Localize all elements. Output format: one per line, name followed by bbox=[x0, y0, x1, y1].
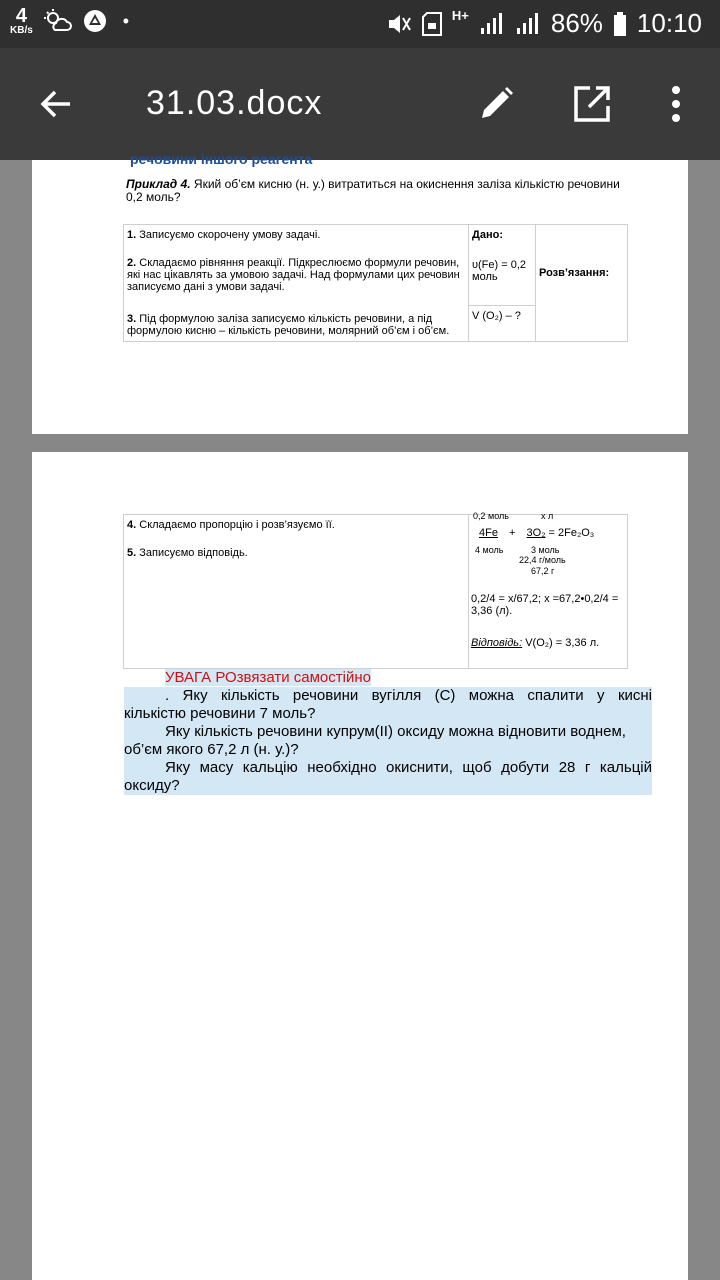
task-2-line-2: об’єм якого 67,2 л (н. у.)? bbox=[124, 741, 299, 758]
answer-label: Відповідь: bbox=[471, 637, 523, 649]
step-number: 2. bbox=[127, 257, 137, 269]
reaction-product: = 2Fe₂O₃ bbox=[545, 527, 595, 539]
given-value: υ(Fe) = 0,2 моль bbox=[472, 259, 527, 283]
reaction-equation bbox=[479, 527, 594, 539]
step-text: Записуємо скорочену умову задачі. bbox=[136, 229, 321, 241]
arrow-back-icon bbox=[38, 86, 74, 122]
solution-table-continued bbox=[123, 511, 628, 669]
network-speed bbox=[10, 6, 33, 36]
back-button[interactable] bbox=[28, 76, 84, 132]
step-number: 4. bbox=[127, 519, 137, 531]
task-1 bbox=[124, 687, 652, 723]
task-2-line-1: Яку кількість речовини купрум(II) оксиду можна відновити воднем, bbox=[165, 723, 626, 740]
given-label: Дано: bbox=[472, 229, 503, 241]
section-heading: речовини іншого реагента bbox=[130, 151, 313, 167]
app-bar bbox=[0, 48, 720, 160]
solution-label: Розв’язання: bbox=[539, 267, 610, 279]
moles-below-fe: 4 моль bbox=[475, 545, 504, 555]
given-cell bbox=[469, 225, 536, 342]
signal-icon bbox=[479, 12, 505, 36]
solution-table bbox=[123, 224, 628, 342]
pencil-icon bbox=[476, 84, 516, 124]
more-options-button[interactable] bbox=[648, 76, 704, 132]
step-text: Записуємо відповідь. bbox=[136, 547, 248, 559]
task-3-line-1: Яку масу кальцію необхідно окиснити, щоб добути 28 г кальцій bbox=[165, 759, 652, 776]
open-external-button[interactable] bbox=[564, 76, 620, 132]
example-text: Який об’єм кисню (н. у.) витратиться на окиснення заліза кількістю речовини 0,2 моль? bbox=[126, 177, 620, 204]
proportion-text: 0,2/4 = x/67,2; x =67,2•0,2/4 = 3,36 (л). bbox=[471, 593, 619, 617]
network-type: H+ bbox=[451, 8, 469, 23]
document-page-1 bbox=[32, 151, 688, 434]
volume-value: 67,2 г bbox=[531, 566, 555, 576]
answer-value: V(O₂) = 3,36 л. bbox=[522, 637, 600, 649]
task-1-line-2: кількістю речовини 7 моль? bbox=[124, 705, 316, 722]
task-1-line-1: . Яку кількість речовини вугілля (С) можна спалити у кисні bbox=[165, 687, 652, 704]
step-text: Під формулою заліза записуємо кількість речовини, а під формулою кисню – кількість речовини, молярний об’єм і об’єм. bbox=[127, 313, 450, 337]
drive-icon bbox=[83, 9, 107, 33]
edit-button[interactable] bbox=[468, 76, 524, 132]
formula-o2: 3O₂ bbox=[526, 527, 546, 539]
attention-line bbox=[124, 669, 652, 687]
steps-cell bbox=[124, 515, 469, 669]
equation-cell bbox=[469, 511, 628, 669]
clock: 10:10 bbox=[636, 8, 702, 38]
steps-cell bbox=[124, 225, 469, 342]
formula-fe: 4Fe bbox=[479, 527, 498, 539]
battery-icon bbox=[613, 12, 627, 36]
volume-above-o2: x л bbox=[541, 511, 554, 521]
attention-heading: УВАГА РОзвязати самостійно bbox=[165, 669, 371, 686]
sd-card-icon bbox=[422, 12, 442, 36]
task-2 bbox=[124, 723, 652, 759]
answer-line bbox=[471, 637, 599, 649]
notification-dot-icon: • bbox=[122, 10, 130, 31]
document-title: 31.03.docx bbox=[146, 84, 323, 122]
amount-above-fe: 0,2 моль bbox=[473, 511, 509, 521]
network-speed-unit: KB/s bbox=[10, 25, 33, 36]
find-value: V (O₂) – ? bbox=[469, 305, 535, 336]
step-number: 1. bbox=[127, 229, 137, 241]
document-page-2 bbox=[32, 452, 688, 1280]
task-3 bbox=[124, 759, 652, 795]
signal-icon-2 bbox=[515, 12, 541, 36]
example-paragraph bbox=[126, 178, 626, 204]
weather-icon bbox=[43, 8, 73, 34]
open-in-new-icon bbox=[572, 84, 612, 124]
solution-cell bbox=[536, 225, 628, 342]
step-text: Складаємо рівняння реакції. Підкреслюємо формули речовин, які нас цікавлять за умовою задачі. Над формулами цих речовин записуємо дані з умови задачі. bbox=[127, 257, 460, 293]
network-speed-value: 4 bbox=[15, 5, 27, 27]
molar-volume: 22,4 г/моль bbox=[519, 555, 566, 565]
moles-below-o2: 3 моль bbox=[531, 545, 560, 555]
battery-percent: 86% bbox=[550, 8, 603, 38]
step-text: Складаємо пропорцію і розв’язуємо її. bbox=[136, 519, 335, 531]
more-vert-icon bbox=[670, 84, 682, 124]
tasks-block bbox=[124, 669, 652, 795]
step-number: 3. bbox=[127, 313, 137, 325]
step-number: 5. bbox=[127, 547, 137, 559]
mute-icon bbox=[386, 12, 412, 36]
task-3-line-2: оксиду? bbox=[124, 777, 180, 794]
plus-sign: + bbox=[509, 527, 516, 539]
status-bar bbox=[0, 0, 720, 48]
example-label: Приклад 4. bbox=[126, 177, 191, 191]
